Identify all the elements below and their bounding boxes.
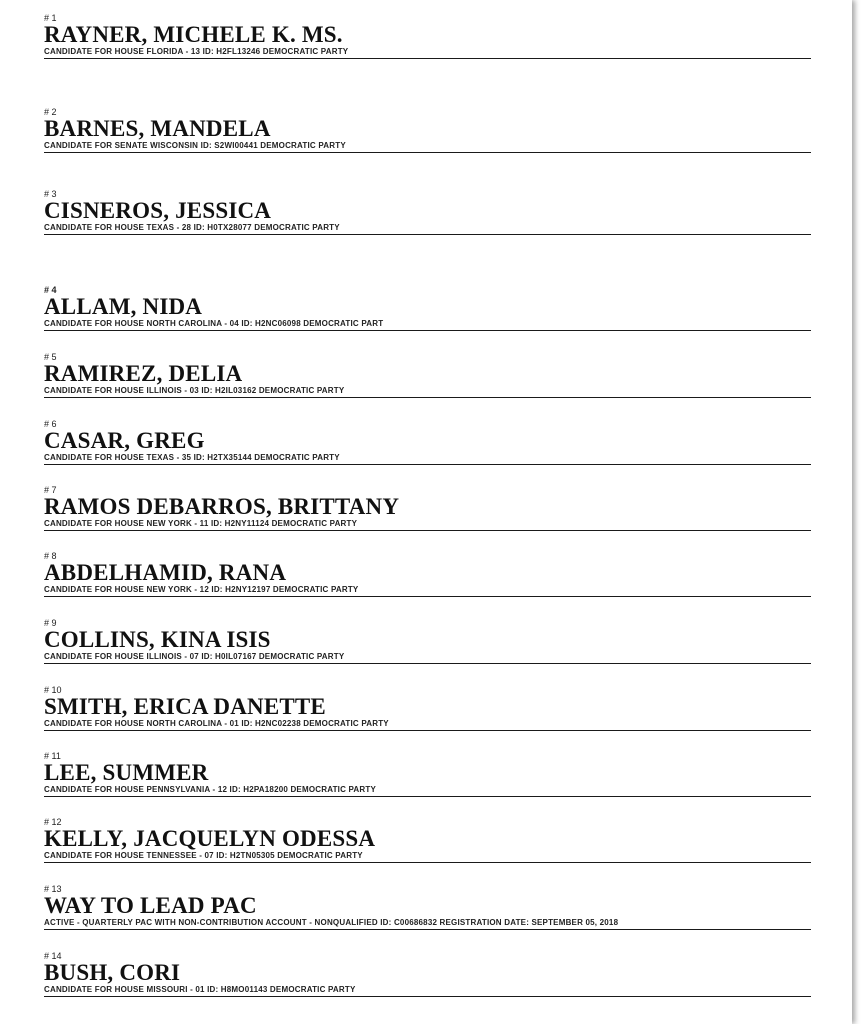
entry-name: KELLY, JACQUELYN ODESSA: [44, 826, 376, 851]
entry-divider: [44, 929, 811, 930]
entry-description: CANDIDATE FOR HOUSE ILLINOIS - 03 ID: H2IL03162 DEMOCRATIC PARTY: [44, 386, 345, 395]
entry-description: ACTIVE - QUARTERLY PAC WITH NON-CONTRIBUTION ACCOUNT - NONQUALIFIED ID: C00686832 REGISTRATION DATE: SEPTEMBER 05, 2018: [44, 918, 619, 927]
entry-7: [44, 485, 811, 531]
entry-name: RAYNER, MICHELE K. MS.: [44, 22, 343, 47]
entry-description: CANDIDATE FOR HOUSE NEW YORK - 11 ID: H2NY11124 DEMOCRATIC PARTY: [44, 519, 358, 528]
entry-number: # 3: [44, 189, 57, 199]
entry-number: # 4: [44, 285, 57, 295]
entry-description: CANDIDATE FOR HOUSE TEXAS - 35 ID: H2TX35144 DEMOCRATIC PARTY: [44, 453, 340, 462]
entry-name: BUSH, CORI: [44, 960, 181, 985]
entry-divider: [44, 796, 811, 797]
entry-number: # 12: [44, 817, 62, 827]
entry-number: # 7: [44, 485, 57, 495]
entry-description: CANDIDATE FOR HOUSE ILLINOIS - 07 ID: H0IL07167 DEMOCRATIC PARTY: [44, 652, 345, 661]
entry-number: # 10: [44, 685, 62, 695]
entry-divider: [44, 234, 811, 235]
entry-name: ABDELHAMID, RANA: [44, 560, 287, 585]
entry-6: [44, 419, 811, 465]
entry-divider: [44, 996, 811, 997]
entry-description: CANDIDATE FOR HOUSE NORTH CAROLINA - 04 ID: H2NC06098 DEMOCRATIC PART: [44, 319, 384, 328]
entry-description: CANDIDATE FOR HOUSE NORTH CAROLINA - 01 ID: H2NC02238 DEMOCRATIC PARTY: [44, 719, 389, 728]
entry-name: LEE, SUMMER: [44, 760, 209, 785]
entry-divider: [44, 152, 811, 153]
entry-divider: [44, 663, 811, 664]
entry-name: ALLAM, NIDA: [44, 294, 203, 319]
entry-number: # 6: [44, 419, 57, 429]
entry-9: [44, 618, 811, 664]
entry-12: [44, 817, 811, 863]
entry-3: [44, 189, 811, 235]
entry-divider: [44, 862, 811, 863]
entry-number: # 14: [44, 951, 62, 961]
entry-name: CASAR, GREG: [44, 428, 205, 453]
entry-divider: [44, 730, 811, 731]
entry-description: CANDIDATE FOR HOUSE PENNSYLVANIA - 12 ID: H2PA18200 DEMOCRATIC PARTY: [44, 785, 377, 794]
entry-number: # 13: [44, 884, 62, 894]
entry-1: [44, 13, 811, 59]
entry-4: [44, 285, 811, 331]
entry-13: [44, 884, 811, 930]
entry-description: CANDIDATE FOR HOUSE MISSOURI - 01 ID: H8MO01143 DEMOCRATIC PARTY: [44, 985, 356, 994]
entry-divider: [44, 464, 811, 465]
entry-number: # 5: [44, 352, 57, 362]
entry-name: COLLINS, KINA ISIS: [44, 627, 271, 652]
entry-description: CANDIDATE FOR HOUSE TENNESSEE - 07 ID: H2TN05305 DEMOCRATIC PARTY: [44, 851, 363, 860]
entry-divider: [44, 58, 811, 59]
entry-number: # 1: [44, 13, 57, 23]
entry-number: # 9: [44, 618, 57, 628]
entry-number: # 11: [44, 751, 61, 761]
entry-divider: [44, 397, 811, 398]
entry-number: # 2: [44, 107, 57, 117]
entry-description: CANDIDATE FOR SENATE WISCONSIN ID: S2WI00441 DEMOCRATIC PARTY: [44, 141, 346, 150]
entry-number: # 8: [44, 551, 57, 561]
entry-divider: [44, 596, 811, 597]
entry-description: CANDIDATE FOR HOUSE TEXAS - 28 ID: H0TX28077 DEMOCRATIC PARTY: [44, 223, 340, 232]
entry-5: [44, 352, 811, 398]
entry-name: RAMOS DEBARROS, BRITTANY: [44, 494, 400, 519]
entry-name: SMITH, ERICA DANETTE: [44, 694, 326, 719]
entry-description: CANDIDATE FOR HOUSE NEW YORK - 12 ID: H2NY12197 DEMOCRATIC PARTY: [44, 585, 359, 594]
entry-divider: [44, 530, 811, 531]
entry-10: [44, 685, 811, 731]
entry-divider: [44, 330, 811, 331]
entry-2: [44, 107, 811, 153]
entry-name: WAY TO LEAD PAC: [44, 893, 257, 918]
entry-8: [44, 551, 811, 597]
entry-11: [44, 751, 811, 797]
entry-name: CISNEROS, JESSICA: [44, 198, 272, 223]
entry-14: [44, 951, 811, 997]
entry-description: CANDIDATE FOR HOUSE FLORIDA - 13 ID: H2FL13246 DEMOCRATIC PARTY: [44, 47, 349, 56]
entry-name: RAMIREZ, DELIA: [44, 361, 243, 386]
entry-name: BARNES, MANDELA: [44, 116, 271, 141]
